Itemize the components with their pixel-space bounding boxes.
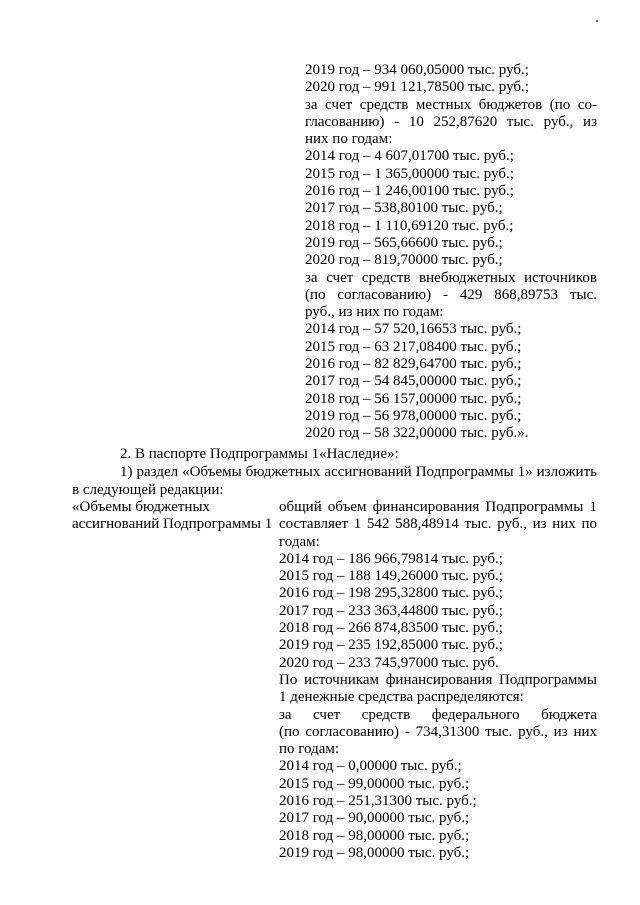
- text-line: 2015 год – 1 365,00000 тыс. руб.;: [305, 165, 514, 182]
- amendment-item: 1) раздел «Объемы бюджетных ассигнований Подпрограммы 1» изложить: [120, 464, 597, 480]
- text-line: 2017 год – 90,00000 тыс. руб.;: [279, 810, 470, 827]
- text-line: составляет 1 542 588,48914 тыс. руб., из них по: [279, 516, 597, 533]
- text-line: 2019 год – 98,00000 тыс. руб.;: [279, 844, 470, 861]
- text-line: 2019 год – 565,66600 тыс. руб.;: [305, 234, 503, 251]
- section-heading: 2. В паспорте Подпрограммы 1«Наследие»:: [120, 446, 399, 462]
- label-line: «Объемы бюджетных: [72, 499, 211, 515]
- text-line: 2018 год – 98,00000 тыс. руб.;: [279, 827, 470, 844]
- text-line: гласованию) - 10 252,87620 тыс. руб., из: [305, 113, 597, 130]
- text-line: 2015 год – 188 149,26000 тыс. руб.;: [279, 568, 503, 585]
- text-line: 2016 год – 198 295,32800 тыс. руб.;: [279, 585, 503, 602]
- text-line: руб., из них по годам:: [305, 304, 444, 321]
- amendment-item-continuation: в следующей редакции:: [72, 482, 224, 498]
- text-line: 2017 год – 538,80100 тыс. руб.;: [305, 200, 503, 217]
- text-line: 2020 год – 58 322,00000 тыс. руб.».: [305, 425, 529, 442]
- label-line: ассигнований Подпрограммы 1: [72, 516, 273, 533]
- text-line: 2019 год – 934 060,05000 тыс. руб.;: [305, 62, 529, 78]
- text-line: 2016 год – 251,31300 тыс. руб.;: [279, 793, 477, 810]
- text-line: 2018 год – 1 110,69120 тыс. руб.;: [305, 217, 514, 234]
- text-line: По источникам финансирования Подпрограммы: [279, 671, 597, 688]
- text-line: 2017 год – 54 845,00000 тыс. руб.;: [305, 373, 522, 390]
- text-line: 2020 год – 819,70000 тыс. руб.;: [305, 252, 503, 269]
- text-line: 2020 год – 991 121,78500 тыс. руб.;: [305, 79, 529, 96]
- text-line: 2016 год – 1 246,00100 тыс. руб.;: [305, 183, 514, 200]
- scan-mark: [596, 20, 598, 22]
- text-line: 2014 год – 186 966,79814 тыс. руб.;: [279, 550, 503, 567]
- text-line: за счет средств внебюджетных источников: [305, 269, 597, 286]
- text-line: 2014 год – 57 520,16653 тыс. руб.;: [305, 321, 522, 338]
- text-line: общий объем финансирования Подпрограммы 1: [279, 499, 597, 515]
- table-value-cell: [279, 499, 597, 862]
- text-line: 2019 год – 56 978,00000 тыс. руб.;: [305, 407, 522, 424]
- text-line: 2014 год – 0,00000 тыс. руб.;: [279, 758, 462, 775]
- funding-continuation-block: [305, 62, 597, 443]
- text-line: 2019 год – 235 192,85000 тыс. руб.;: [279, 637, 503, 654]
- text-line: 2017 год – 233 363,44800 тыс. руб.;: [279, 602, 503, 619]
- text-line: 2015 год – 99,00000 тыс. руб.;: [279, 775, 470, 792]
- text-line: 2018 год – 266 874,83500 тыс. руб.;: [279, 620, 503, 637]
- text-line: за счет средств федерального бюджета: [279, 706, 597, 723]
- text-line: годам:: [279, 533, 320, 550]
- text-line: 2016 год – 82 829,64700 тыс. руб.;: [305, 356, 522, 373]
- text-line: (по согласованию) - 429 868,89753 тыс.: [305, 286, 597, 303]
- text-line: (по согласованию) - 734,31300 тыс. руб., из них: [279, 723, 597, 740]
- text-line: за счет средств местных бюджетов (по со-: [305, 96, 597, 113]
- table-label-cell: [72, 499, 277, 534]
- text-line: них по годам:: [305, 131, 393, 148]
- text-line: 2015 год – 63 217,08400 тыс. руб.;: [305, 338, 522, 355]
- text-line: по годам:: [279, 741, 340, 758]
- text-line: 2018 год – 56 157,00000 тыс. руб.;: [305, 390, 522, 407]
- text-line: 2020 год – 233 745,97000 тыс. руб.: [279, 654, 499, 671]
- text-line: 1 денежные средства распределяются:: [279, 689, 524, 706]
- text-line: 2014 год – 4 607,01700 тыс. руб.;: [305, 148, 514, 165]
